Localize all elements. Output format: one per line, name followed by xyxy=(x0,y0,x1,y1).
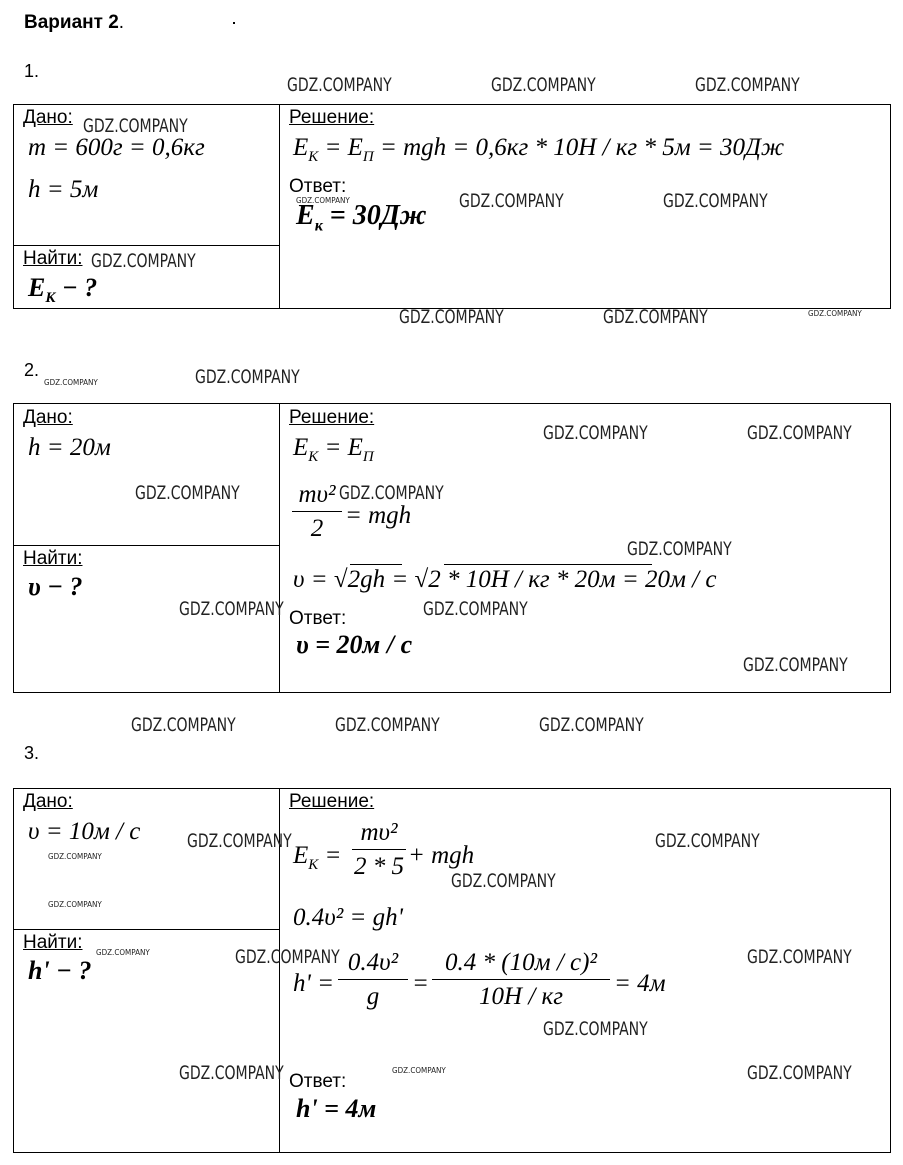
divider xyxy=(279,403,280,693)
watermark: GDZ.COMPANY xyxy=(48,900,102,909)
watermark: GDZ.COMPANY xyxy=(663,190,768,212)
solution-line-3: υ = √2gh = √2 * 10Н / кг * 20м = 20м / с xyxy=(293,566,717,593)
page-title: Вариант 2. xyxy=(24,12,125,33)
fraction: mυ² 2 * 5 xyxy=(354,819,404,880)
solution-label: Решение: xyxy=(289,407,375,428)
watermark: GDZ.COMPANY xyxy=(339,482,444,504)
solution-label: Решение: xyxy=(289,107,375,128)
divider xyxy=(13,245,279,246)
divider xyxy=(13,929,279,930)
fraction: 0.4υ² g xyxy=(338,950,408,1009)
solution-line-2: 0.4υ² = gh' xyxy=(293,904,403,931)
watermark: GDZ.COMPANY xyxy=(747,1062,852,1084)
find-expression: $E_К$ − ? xyxy=(28,273,98,307)
watermark: GDZ.COMPANY xyxy=(83,115,188,137)
answer-value: $E_к = 30Дж$ xyxy=(296,200,427,235)
given-label: Дано: xyxy=(23,791,73,812)
stray-dot xyxy=(233,22,235,24)
sqrt-bar xyxy=(444,564,652,565)
problem-number-3: 3. xyxy=(24,743,40,763)
solution-line: $E_К = E_П$ = mgh = 0,6кг * 10Н / кг * 5м = 30Дж xyxy=(293,134,785,165)
watermark: GDZ.COMPANY xyxy=(423,598,528,620)
sqrt-bar xyxy=(350,564,402,565)
fraction: mυ² 2 xyxy=(292,482,342,541)
watermark: GDZ.COMPANY xyxy=(743,654,848,676)
given-velocity: υ = 10м / с xyxy=(28,818,141,845)
answer-value: h' = 4м xyxy=(296,1094,377,1123)
watermark: GDZ.COMPANY xyxy=(603,306,708,328)
watermark: GDZ.COMPANY xyxy=(491,74,596,96)
given-label: Дано: xyxy=(23,407,73,428)
watermark: GDZ.COMPANY xyxy=(539,714,644,736)
watermark: GDZ.COMPANY xyxy=(287,74,392,96)
solution-line-1-tail: + mgh xyxy=(408,842,475,869)
divider xyxy=(279,104,280,309)
watermark: GDZ.COMPANY xyxy=(747,422,852,444)
watermark: GDZ.COMPANY xyxy=(695,74,800,96)
watermark: GDZ.COMPANY xyxy=(91,250,196,272)
watermark: GDZ.COMPANY xyxy=(179,1062,284,1084)
problem-number-1: 1. xyxy=(24,61,40,81)
watermark: GDZ.COMPANY xyxy=(451,870,556,892)
watermark: GDZ.COMPANY xyxy=(296,196,350,205)
watermark: GDZ.COMPANY xyxy=(335,714,440,736)
watermark: GDZ.COMPANY xyxy=(543,1018,648,1040)
given-height: h = 20м xyxy=(28,434,111,461)
watermark: GDZ.COMPANY xyxy=(195,366,300,388)
answer-label: Ответ: xyxy=(289,1071,347,1092)
solution-line-1: $E_К$ = xyxy=(293,842,342,873)
watermark: GDZ.COMPANY xyxy=(187,830,292,852)
watermark: GDZ.COMPANY xyxy=(48,852,102,861)
fraction: 0.4 * (10м / с)² 10Н / кг xyxy=(432,950,610,1009)
answer-label: Ответ: xyxy=(289,176,347,197)
watermark: GDZ.COMPANY xyxy=(655,830,760,852)
solution-line-3-tail: = 4м xyxy=(614,970,666,997)
find-expression: h' − ? xyxy=(28,956,92,985)
watermark: GDZ.COMPANY xyxy=(44,378,98,387)
solution-label: Решение: xyxy=(289,791,375,812)
given-height: h = 5м xyxy=(28,176,99,203)
equals-sign: = xyxy=(412,970,429,997)
find-expression: υ − ? xyxy=(28,572,83,601)
problem-2-box xyxy=(13,403,891,693)
watermark: GDZ.COMPANY xyxy=(392,1066,446,1075)
watermark: GDZ.COMPANY xyxy=(131,714,236,736)
find-label: Найти: xyxy=(23,548,83,569)
watermark: GDZ.COMPANY xyxy=(179,598,284,620)
watermark: GDZ.COMPANY xyxy=(235,946,340,968)
watermark: GDZ.COMPANY xyxy=(96,948,150,957)
divider xyxy=(13,545,279,546)
given-label: Дано: xyxy=(23,107,73,128)
find-label: Найти: xyxy=(23,932,83,953)
answer-label: Ответ: xyxy=(289,608,347,629)
watermark: GDZ.COMPANY xyxy=(627,538,732,560)
watermark: GDZ.COMPANY xyxy=(543,422,648,444)
find-label: Найти: xyxy=(23,248,83,269)
watermark: GDZ.COMPANY xyxy=(747,946,852,968)
watermark: GDZ.COMPANY xyxy=(399,306,504,328)
watermark: GDZ.COMPANY xyxy=(459,190,564,212)
watermark: GDZ.COMPANY xyxy=(808,309,862,318)
problem-number-2: 2. xyxy=(24,360,40,380)
given-mass: m = 600г = 0,6кг xyxy=(28,134,205,161)
solution-line-2: = mgh xyxy=(345,502,412,529)
watermark: GDZ.COMPANY xyxy=(135,482,240,504)
solution-line-3: h' = xyxy=(293,970,334,997)
answer-value: υ = 20м / с xyxy=(296,630,413,659)
solution-line-1: $E_К = E_П$ xyxy=(293,434,374,465)
